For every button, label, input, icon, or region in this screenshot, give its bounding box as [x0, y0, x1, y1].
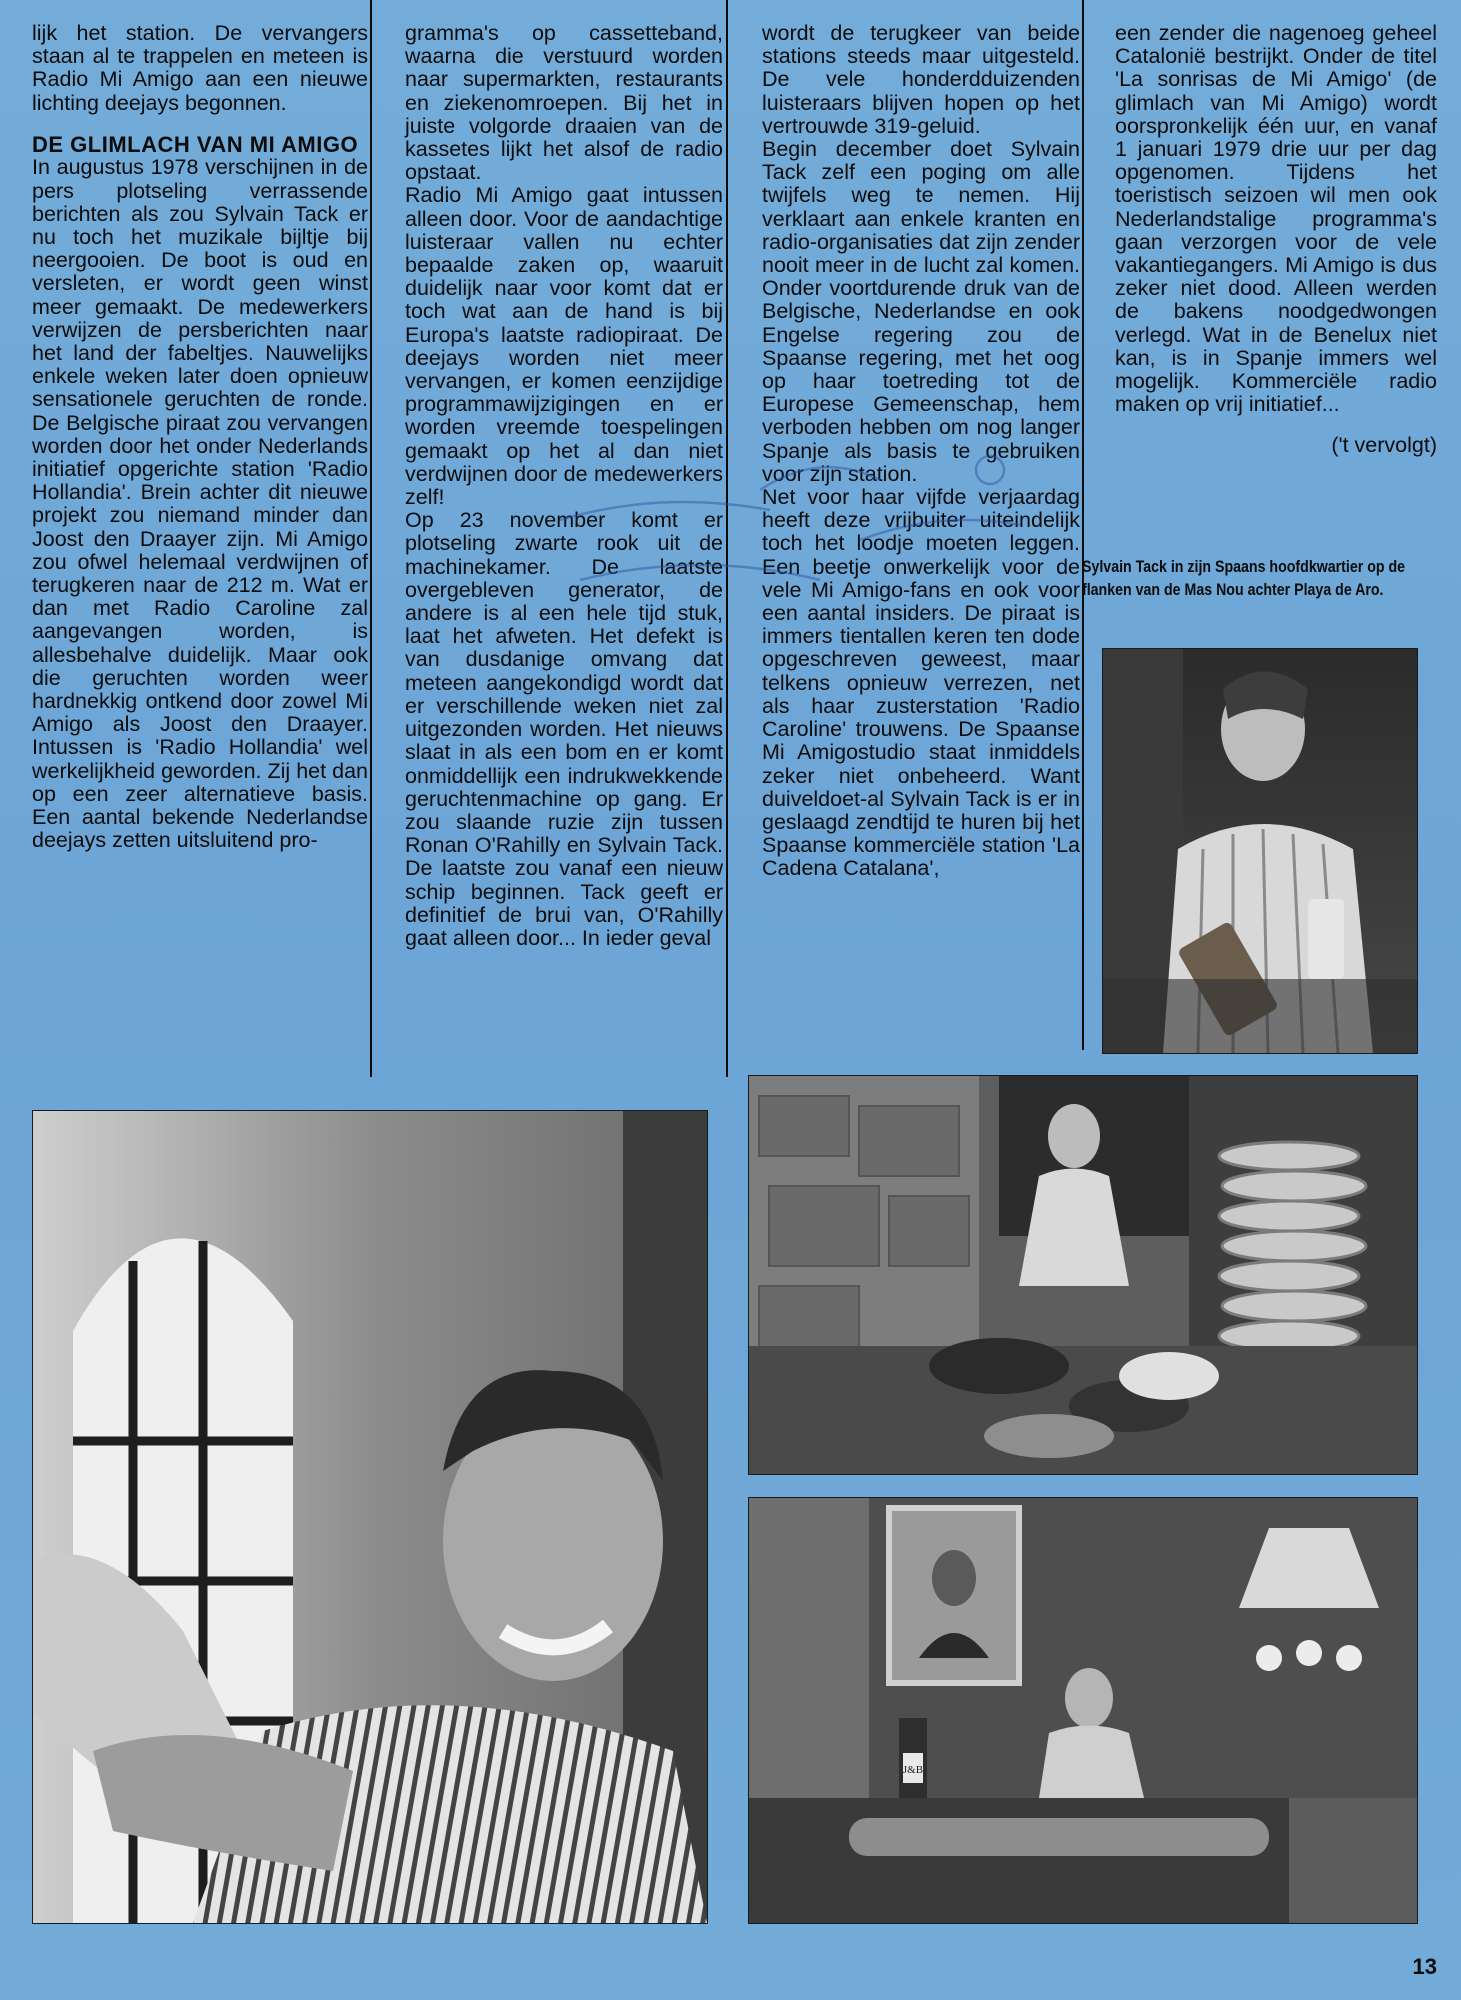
article-column-3: [762, 22, 1080, 881]
col2-paragraph-1: gramma's op cassetteband, waarna die verstuurd worden naar supermarkten, restaurants en ziekenomroepen. Bij het in juiste volgorde draaien van de kassetes lijkt het alsof de radio opstaat.: [405, 21, 723, 185]
photo-caption: Sylvain Tack in zijn Spaans hoofdkwartier op de flanken van de Mas Nou achter Playa de Aro.: [1082, 558, 1406, 599]
continued-note: ('t vervolgt): [1331, 433, 1437, 458]
column-rule-3: [1082, 0, 1084, 1050]
article-column-4: [1115, 22, 1437, 458]
photo-man-behind-home-bar: [748, 1497, 1418, 1924]
col2-paragraph-2: Radio Mi Amigo gaat intussen alleen door. Voor de aandachtige luisteraar vallen nu echter bepaalde zaken op, waaruit duidelijk naar voor komt dat er toch wat aan de hand is bij Europa's laatste radiopiraat. De deejays worden niet meer vervangen, er komen eenzijdige programmawijzigingen en er worden vreemde toespelingen gemaakt op het al dan niet verdwijnen door de medewerkers zelf!: [405, 183, 723, 510]
col1-paragraph-2: In augustus 1978 verschijnen in de pers plotseling verrassende berichten als zou Sylvain Tack er nu toch het muzikale bijltje bij neergooien. De boot is oud en versleten, er wordt geen winst meer gemaakt. De medewerkers verwijzen de persberichten naar het land der fabeltjes. Nauwelijks enkele weken later doen opnieuw sensationele geruchten de ronde. De Belgische piraat zou vervangen worden door het onder Nederlands initiatief opgerichte station 'Radio Hollandia'. Brein achter dit nieuwe projekt zou niemand minder dan Joost den Draayer zijn. Mi Amigo zou ofwel helemaal verdwijnen of terugkeren naar de 212 m. Wat er dan met Radio Caroline zal aangevangen worden, is allesbehalve duidelijk. Maar ook die geruchten worden weer hardnekkig ontkend door zowel Mi Amigo als Joost den Draayer. Intussen is 'Radio Hollandia' wel werkelijkheid geworden. Zij het dan op een zeer alternatieve basis. Een aantal bekende Nederlandse deejays zetten uitsluitend pro-: [32, 155, 368, 853]
column-rule-2: [726, 0, 728, 1077]
article-column-2: [405, 22, 723, 950]
col3-paragraph-1: wordt de terugkeer van beide stations steeds maar uitgesteld. De vele honderdduizenden luisteraars blijven hopen op het vertrouwde 319-geluid.: [762, 21, 1080, 138]
page-number: 13: [1412, 1954, 1437, 1979]
col3-paragraph-3: Net voor haar vijfde verjaardag heeft deze vrijbuiter uiteindelijk toch het loodje moeten leggen. Een beetje onwerkelijk voor de vele Mi Amigo-fans en ook voor een aantal insiders. De piraat is immers tientallen keren ten dode opgeschreven geweest, maar telkens opnieuw verrezen, net als haar zusterstation 'Radio Caroline' trouwens. De Spaanse Mi Amigostudio staat inmiddels zeker niet onbeheerd. Want duiveldoet-al Sylvain Tack is er in geslaagd zendtijd te huren bij het Spaanse kommerciële station 'La Cadena Catalana',: [762, 485, 1080, 881]
col2-paragraph-3: Op 23 november komt er plotseling zwarte rook uit de machinekamer. De laatste overgebleven generator, de andere is al een hele tijd stuk, laat het afweten. Het defekt is van dusdanige omvang dat meteen aangekondigd wordt dat er verschillende weken niet zal uitgezonden worden. Het nieuws slaat in als een bom en er komt onmiddellijk een indrukwekkende geruchtenmachine op gang. Er zou slaande ruzie zijn tussen Ronan O'Rahilly en Sylvain Tack. De laatste zou vanaf een nieuw schip beginnen. Tack geeft er definitief de brui van, O'Rahilly gaat alleen door... In ieder geval: [405, 508, 723, 950]
col3-paragraph-2: Begin december doet Sylvain Tack zelf een poging om alle twijfels weg te nemen. Hij verklaart aan enkele kranten en radio-organisaties dat zijn zender nooit meer in de lucht zal komen. Onder voortdurende druk van de Belgische, Nederlandse en ook Engelse regering zou de Spaanse regering, met het oog op haar toetreding tot de Europese Gemeenschap, hem verboden hebben om nog langer Spanje als basis te gebruiken voor zijn station.: [762, 137, 1080, 486]
col4-paragraph-1: een zender die nagenoeg geheel Catalonië bestrijkt. Onder de titel 'La sonrisas de Mi Amigo' (de glimlach van Mi Amigo) wordt oorspronkelijk één uur, en vanaf 1 januari 1979 drie uur per dag opgenomen. Tijdens het toeristisch seizoen wil men ook Nederlandstalige programma's gaan verzorgen voor de vele vakantiegangers. Mi Amigo is dus zeker niet dood. Alleen werden de bakens noodgedwongen verlegd. Wat in de Benelux niet kan, is in Spanje immers wel mogelijk. Kommerciële radio maken op vrij initiatief...: [1115, 21, 1437, 417]
photo-man-at-bar: [1102, 648, 1418, 1054]
column-rule-1: [370, 0, 372, 1077]
photo-man-with-dogs: [748, 1075, 1418, 1475]
col1-paragraph-1: lijk het station. De vervangers staan al te trappelen en meteen is Radio Mi Amigo aan een nieuwe lichting deejays begonnen.: [32, 21, 368, 115]
article-column-1: [32, 22, 368, 852]
photo-man-with-parrot: [32, 1110, 708, 1924]
bottle-label-text: J&B: [902, 1764, 924, 1776]
section-heading: DE GLIMLACH VAN MI AMIGO: [32, 131, 359, 157]
